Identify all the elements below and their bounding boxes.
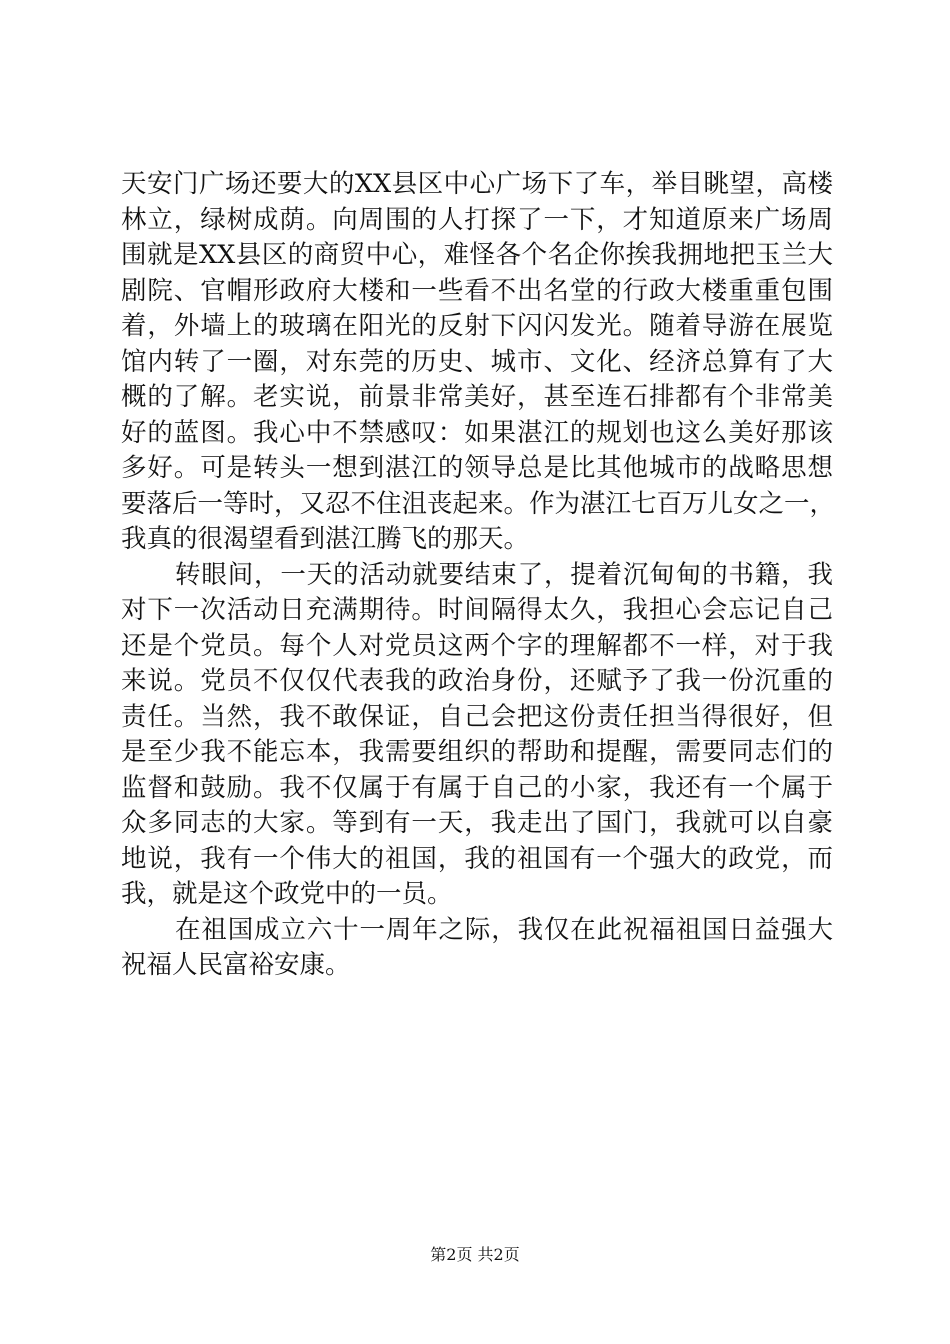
paragraph-3 (121, 913, 833, 984)
text-line: 对下一次活动日充满期待。时间隔得太久，我担心会忘记自己 (121, 595, 833, 625)
text-line: 林立，绿树成荫。向周围的人打探了一下，才知道原来广场周 (121, 204, 833, 235)
text-line: 多好。可是转头一想到湛江的领导总是比其他城市的战略思想 (121, 453, 833, 483)
text-line: 众多同志的大家。等到有一天，我走出了国门，我就可以自豪 (121, 808, 833, 838)
text-line: 我，就是这个政党中的一员。 (121, 879, 453, 909)
text-line: 剧院、官帽形政府大楼和一些看不出名堂的行政大楼重重包围 (121, 275, 833, 306)
text-line: 馆内转了一圈，对东莞的历史、城市、文化、经济总算有了大 (121, 346, 833, 377)
text-line: 概的了解。老实说，前景非常美好，甚至连石排都有个非常美 (121, 382, 833, 412)
text-line: 我真的很渴望看到湛江腾飞的那天。 (121, 524, 530, 554)
document-body (121, 167, 836, 984)
text-line: 天安门广场还要大的XX县区中心广场下了车，举目眺望，高楼 (121, 169, 833, 199)
text-line: 监督和鼓励。我不仅属于有属于自己的小家，我还有一个属于 (121, 772, 833, 803)
text-line: 转眼间，一天的活动就要结束了，提着沉甸甸的书籍，我 (175, 559, 833, 590)
text-line: 责任。当然，我不敢保证，自己会把这份责任担当得很好，但 (121, 701, 833, 732)
text-line: 围就是XX县区的商贸中心，难怪各个名企你挨我拥地把玉兰大 (121, 240, 833, 270)
text-line: 还是个党员。每个人对党员这两个字的理解都不一样，对于我 (121, 630, 833, 661)
paragraph-2 (121, 558, 833, 913)
text-line: 着，外墙上的玻璃在阳光的反射下闪闪发光。随着导游在展览 (121, 311, 833, 341)
paragraph-1 (121, 167, 836, 558)
text-line: 要落后一等时，又忍不住沮丧起来。作为湛江七百万儿女之一， (121, 488, 836, 519)
text-line: 在祖国成立六十一周年之际，我仅在此祝福祖国日益强大 (175, 914, 833, 945)
text-line: 是至少我不能忘本，我需要组织的帮助和提醒，需要同志们的 (121, 737, 833, 767)
text-line: 来说。党员不仅仅代表我的政治身份，还赋予了我一份沉重的 (121, 666, 833, 696)
text-line: 祝福人民富裕安康。 (121, 950, 351, 980)
text-line: 地说，我有一个伟大的祖国，我的祖国有一个强大的政党，而 (121, 843, 833, 874)
text-line: 好的蓝图。我心中不禁感叹：如果湛江的规划也这么美好那该 (121, 417, 833, 448)
page-number-footer: 第2页 共2页 (430, 1245, 520, 1264)
